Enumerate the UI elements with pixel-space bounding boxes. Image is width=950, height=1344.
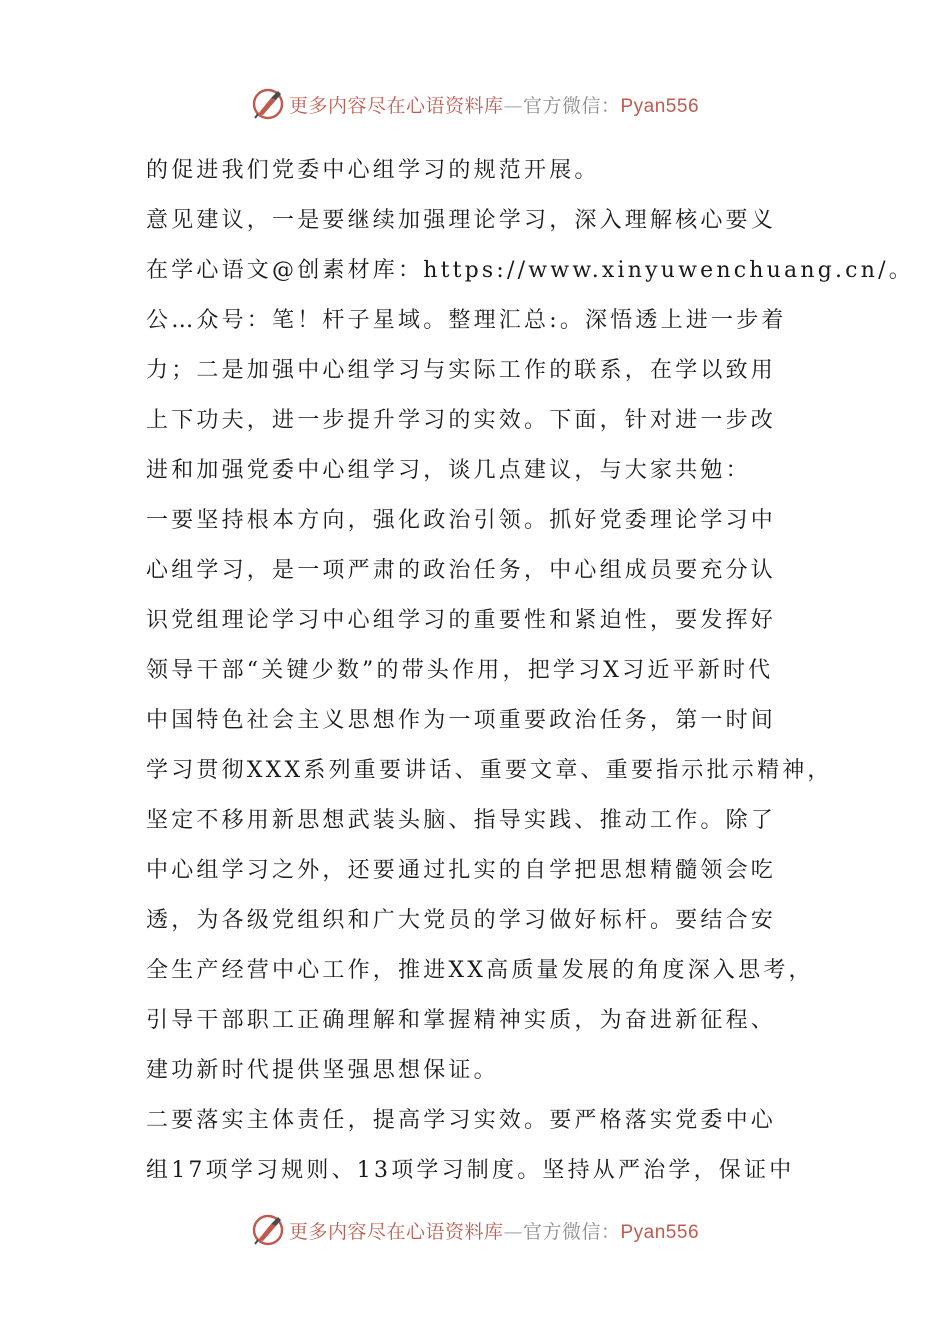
watermark-separator: — [503,94,523,117]
text-line: 在学心语文@创素材库：https://www.xinyuwenchuang.cn/。 [146,258,914,283]
text-line: 领导干部“关键少数”的带头作用，把学习X习近平新时代 [146,658,774,683]
watermark-wechat-id: Pyan556 [620,95,700,117]
text-line: 公…众号：笔！杆子星域。整理汇总:。深悟透上进一步着 [146,308,787,333]
text-line: 的促进我们党委中心组学习的规范开展。 [146,158,600,183]
watermark-main: 更多内容尽在心语资料库 [288,94,504,117]
watermark-wechat-id: Pyan556 [620,1221,700,1243]
text-line: 透，为各级党组织和广大党员的学习做好标杆。要结合安 [146,908,777,933]
watermark-text [289,1217,699,1244]
text-line: 进和加强党委中心组学习，谈几点建议，与大家共勉： [146,458,751,483]
footer-watermark [0,1210,950,1250]
text-line: 学习贯彻XXX系列重要讲话、重要文章、重要指示批示精神， [146,758,833,783]
header-watermark [0,84,950,124]
watermark-official: 官方微信： [522,1220,621,1243]
text-line: 中心组学习之外，还要通过扎实的自学把思想精髓领会吃 [146,858,777,883]
text-line: 建功新时代提供坚强思想保证。 [146,1058,499,1083]
pen-nib-logo-icon [251,87,285,121]
text-line: 心组学习，是一项严肃的政治任务，中心组成员要充分认 [146,558,777,583]
text-line: 一要坚持根本方向，强化政治引领。抓好党委理论学习中 [146,508,777,533]
text-line: 中国特色社会主义思想作为一项重要政治任务，第一时间 [146,708,777,733]
text-line: 二要落实主体责任，提高学习实效。要严格落实党委中心 [146,1108,777,1133]
watermark-official: 官方微信： [522,94,621,117]
text-line: 引导干部职工正确理解和掌握精神实质，为奋进新征程、 [146,1008,777,1033]
text-line: 意见建议，一是要继续加强理论学习，深入理解核心要义 [146,208,777,233]
text-line: 全生产经营中心工作，推进XX高质量发展的角度深入思考， [146,958,814,983]
text-line: 坚定不移用新思想武装头脑、指导实践、推动工作。除了 [146,808,777,833]
text-line: 上下功夫，进一步提升学习的实效。下面，针对进一步改 [146,408,777,433]
document-body [146,146,914,1196]
pen-nib-logo-icon [251,1213,285,1247]
text-line: 识党组理论学习中心组学习的重要性和紧迫性，要发挥好 [146,608,777,633]
watermark-separator: — [503,1220,523,1243]
watermark-text [289,91,699,118]
watermark-main: 更多内容尽在心语资料库 [288,1220,504,1243]
text-line: 力；二是加强中心组学习与实际工作的联系，在学以致用 [146,358,777,383]
text-line: 组17项学习规则、13项学习制度。坚持从严治学，保证中 [146,1158,795,1183]
